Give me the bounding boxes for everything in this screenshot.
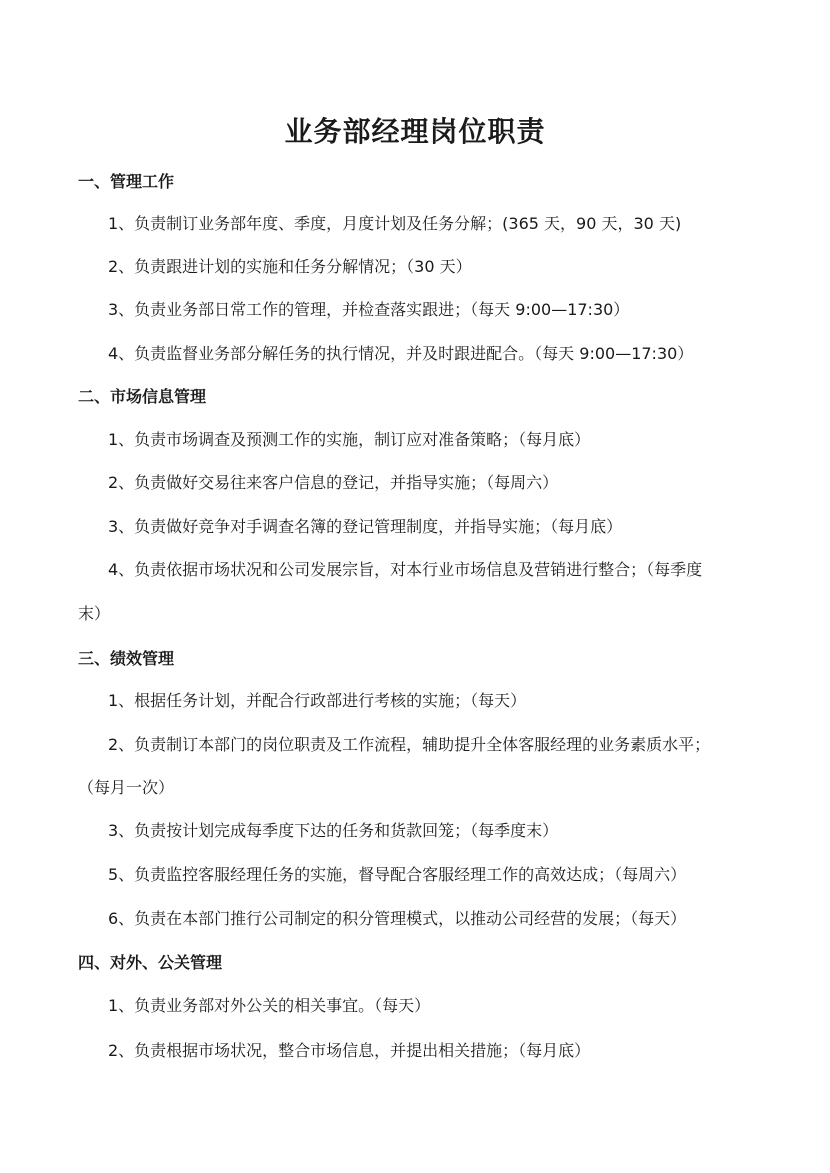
list-item: 2、负责根据市场状况，整合市场信息，并提出相关措施；（每月底） (108, 1041, 591, 1060)
list-item: 3、负责按计划完成每季度下达的任务和货款回笼；（每季度末） (108, 821, 559, 840)
list-item: 5、负责监控客服经理任务的实施，督导配合客服经理工作的高效达成；（每周六） (108, 865, 687, 884)
list-item: 1、负责制订业务部年度、季度，月度计划及任务分解；(365 天，90 天，30 天) (108, 214, 682, 233)
list-item: 1、负责市场调查及预测工作的实施，制订应对准备策略；（每月底） (108, 430, 591, 449)
section-heading-management: 一、管理工作 (78, 172, 175, 191)
list-item: 1、根据任务计划，并配合行政部进行考核的实施；（每天） (108, 691, 527, 710)
list-item: 4、负责依据市场状况和公司发展宗旨，对本行业市场信息及营销进行整合；（每季度 (108, 560, 703, 579)
list-item-continuation: 末） (78, 604, 111, 623)
list-item: 3、负责业务部日常工作的管理，并检查落实跟进；（每天 9:00—17:30） (108, 300, 630, 319)
list-item-continuation: （每月一次） (78, 778, 175, 797)
list-item: 6、负责在本部门推行公司制定的积分管理模式，以推动公司经营的发展；（每天） (108, 909, 687, 928)
list-item: 2、负责跟进计划的实施和任务分解情况；（30 天） (108, 257, 472, 276)
list-item: 3、负责做好竞争对手调查名簿的登记管理制度，并指导实施；（每月底） (108, 517, 623, 536)
list-item: 1、负责业务部对外公关的相关事宜。（每天） (108, 996, 431, 1015)
page-title: 业务部经理岗位职责 (284, 115, 546, 148)
section-heading-performance: 三、绩效管理 (78, 649, 175, 668)
section-heading-public-relations: 四、对外、公关管理 (78, 953, 223, 972)
section-heading-market-info: 二、市场信息管理 (78, 387, 207, 406)
list-item: 2、负责做好交易往来客户信息的登记，并指导实施；（每周六） (108, 473, 559, 492)
list-item: 2、负责制订本部门的岗位职责及工作流程，辅助提升全体客服经理的业务素质水平； (108, 735, 711, 754)
list-item: 4、负责监督业务部分解任务的执行情况，并及时跟进配合。（每天 9:00—17:30） (108, 344, 694, 363)
